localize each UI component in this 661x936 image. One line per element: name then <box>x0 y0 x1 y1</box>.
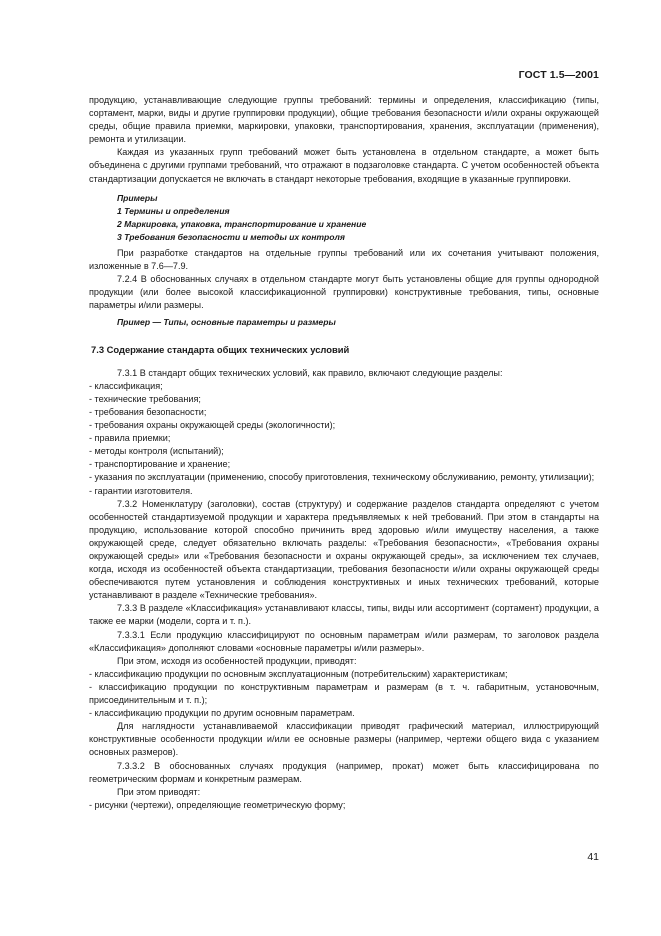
paragraph: При этом приводят: <box>117 786 201 797</box>
list-item: - указания по эксплуатации (применению, способу приготовления, техническому обслуживанию, ремонту, утилизации); <box>89 472 595 483</box>
example-text: 3 Требования безопасности и методы их контроля <box>117 231 345 242</box>
list-item: - транспортирование и хранение; <box>89 459 231 470</box>
list-item: - классификацию продукции по основным эксплуатационным (потребительским) характеристикам; <box>89 668 508 679</box>
list-item: - рисунки (чертежи), определяющие геометрическую форму; <box>89 799 346 810</box>
paragraph: 7.3.2 Номенклатуру (заголовки), состав (структуру) и содержание разделов стандарта определяют с учетом особенностей стандартизуемой продукции и характера предъявляемых к ней требований. При этом в стандарты на продукцию, использование которой способно причинить вред здоровью и/или имуществу населения, а также окружающей среде, следует обязательно включать разделы: «Требования безопасности», «Требования охраны окружающей среды» или «Требования безопасности и охраны окружающей среды», за исключением тех случаев, когда, исходя из особенностей объекта стандартизации, требования безопасности и/или охраны окружающей среды обеспечиваются путем установления и соблюдения конструктивных и иных технических требований, которые устанавливают в разделе «Технические требования». <box>89 498 599 601</box>
paragraph: 7.3.3.1 Если продукцию классифицируют по основным параметрам и/или размерам, то заголовок раздела «Классификация» дополняют словами «основные параметры и/или размеры». <box>89 629 599 653</box>
list-item: - требования охраны окружающей среды (экологичности); <box>89 420 336 431</box>
paragraph: При этом, исходя из особенностей продукции, приводят: <box>117 655 357 666</box>
example-text: Примеры <box>117 192 158 203</box>
list-item: - гарантии изготовителя. <box>89 485 193 496</box>
paragraph: 7.2.4 В обоснованных случаях в отдельном стандарте могут быть установлены общие для группы однородной продукции (или более высокой классификационной группировки) конструктивные требования, типы, основные параметры и/или размеры. <box>89 274 599 311</box>
list-item: - классификация; <box>89 380 163 391</box>
list-item: - правила приемки; <box>89 433 171 444</box>
paragraph: Для наглядности устанавливаемой классификации приводят графический материал, иллюстрирующий конструктивные особенности продукции и/или ее основные размеры (например, чертежи общего вида с указанием основных размеров). <box>89 721 599 758</box>
list-item: - технические требования; <box>89 393 201 404</box>
page-number: 41 <box>587 851 599 863</box>
document-body <box>89 94 599 812</box>
section-heading: 7.3 Содержание стандарта общих технических условий <box>91 343 350 355</box>
paragraph: 7.3.3 В разделе «Классификация» устанавливают классы, типы, виды или ассортимент (сортамент) продукции, а также ее марки (модели, сорта и т. п.). <box>89 603 599 627</box>
example-text: 1 Термины и определения <box>117 205 230 216</box>
list-item: - классификацию продукции по конструктивным параметрам и размерам (в т. ч. габаритным, установочным, присоединительным и т. п.); <box>89 681 599 706</box>
paragraph: При разработке стандартов на отдельные группы требований или их сочетания учитывают положения, изложенные в 7.6—7.9. <box>89 248 599 272</box>
example-text: 2 Маркировка, упаковка, транспортирование и хранение <box>117 218 367 229</box>
list-item: - методы контроля (испытаний); <box>89 446 224 457</box>
list-item: - классификацию продукции по другим основным параметрам. <box>89 708 355 719</box>
paragraph: продукцию, устанавливающие следующие группы требований: термины и определения, классификацию (типы, сортамент, марки, виды и другие группировки продукции), общие требования безопасности и/или охраны окружающей среды, общие правила приемки, маркировки, упаковки, транспортирования, хранения, эксплуатации (применения), ремонта и утилизации. <box>89 95 599 145</box>
list-item: - требования безопасности; <box>89 406 207 417</box>
example-text: Пример — Типы, основные параметры и размеры <box>117 316 336 327</box>
paragraph: Каждая из указанных групп требований может быть установлена в отдельном стандарте, а может быть объединена с другими группами требований, что отражают в подзаголовке стандарта. С учетом особенностей объекта стандартизации допускается не включать в стандарт некоторые требования, входящие в указанные группировки. <box>89 147 599 184</box>
paragraph: 7.3.1 В стандарт общих технических условий, как правило, включают следующие разделы: <box>117 367 503 378</box>
paragraph: 7.3.3.2 В обоснованных случаях продукция (например, прокат) может быть классифицирована по геометрическим формам и конкретным размерам. <box>89 760 599 784</box>
standard-header: ГОСТ 1.5—2001 <box>518 69 599 81</box>
